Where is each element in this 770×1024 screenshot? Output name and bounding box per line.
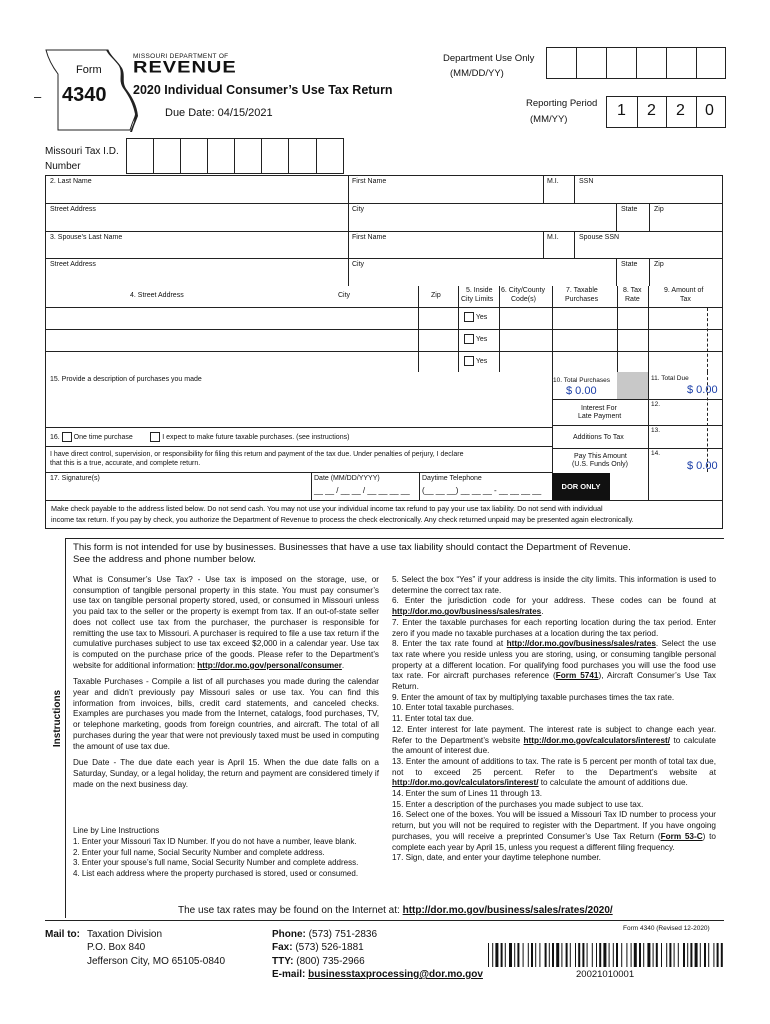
dept-use-boxes	[546, 47, 726, 79]
col-city-header: City	[338, 292, 351, 299]
col-rate-header-2: Rate	[625, 296, 640, 303]
col-rate-header: 8. Tax	[623, 287, 642, 294]
dor-only-badge: DOR ONLY	[552, 473, 610, 500]
form-word: Form	[76, 64, 102, 76]
tty-label: TTY:	[272, 956, 294, 967]
pay-label-2: (U.S. Funds Only)	[572, 461, 629, 468]
instr-16-text-2: ) to complete each year by April 15, unless you request a different filing frequency.	[392, 831, 716, 852]
spouse-last-name-label: 3. Spouse’s Last Name	[50, 234, 123, 241]
line14-value[interactable]: $ 0.00	[687, 460, 718, 472]
rates-2020-link[interactable]: http://dor.mo.gov/business/sales/rates/2020/	[402, 905, 613, 916]
instr-11: 11. Enter total tax due.	[392, 714, 474, 724]
interest-label: Interest For	[581, 405, 617, 412]
agency-logo: REVENUE	[133, 58, 237, 77]
checkbox-icon[interactable]	[464, 334, 474, 344]
interest-link[interactable]: http://dor.mo.gov/calculators/interest/	[523, 735, 671, 745]
email-link[interactable]: businesstaxprocessing@dor.mo.gov	[308, 969, 483, 980]
lbl-item-3: 3. Enter your spouse’s full name, Social Security Number and complete address.	[73, 858, 359, 868]
taxpayer-block	[45, 175, 723, 287]
city-2-label: City	[352, 261, 365, 268]
line11-value[interactable]: $ 0.00	[687, 384, 718, 396]
date-input[interactable]: __ __ / __ __ / __ __ __ __	[314, 486, 410, 495]
reporting-period-label: Reporting Period	[526, 98, 598, 109]
barcode-graphic	[488, 943, 724, 967]
col-inside-header-2: City Limits	[461, 296, 494, 303]
instr-6: 6. Enter the jurisdiction code for your address. These codes can be found at http://dor.mo.gov/business/sales/rates.	[392, 596, 716, 617]
phone-label: Daytime Telephone	[422, 475, 482, 482]
inside-city-yes-1[interactable]	[464, 312, 487, 322]
instr-8-text-3: ), Aircraft Consumer’s Use Tax Return.	[392, 671, 716, 692]
phone-input[interactable]: (__ __ __) __ __ __ - __ __ __ __	[422, 486, 542, 495]
form-title: 2020 Individual Consumer’s Use Tax Return	[133, 83, 393, 97]
payment-note-line-2: income tax return. If you pay by check, you authorize the Department of Revenue to process the check electronically. Any check returned unpaid may be presented again electronically.	[51, 515, 634, 524]
agency-small: MISSOURI DEPARTMENT OF	[133, 53, 229, 60]
rates-line	[178, 905, 613, 916]
revision-text: Form 4340 (Revised 12-2020)	[623, 925, 710, 932]
instructions-sidebar	[45, 538, 66, 918]
lbl-item-2: 2. Enter your full name, Social Security Number and complete address.	[73, 847, 325, 857]
lbl-item-1: 1. Enter your Missouri Tax ID Number. If you do not have a number, leave blank.	[73, 836, 357, 846]
mail-to-label: Mail to:	[45, 929, 80, 940]
line15-label: 15. Provide a description of purchases you made	[50, 376, 202, 383]
form-53c-link[interactable]: Form 53-C	[660, 831, 703, 841]
instr-13-text: 13. Enter the amount of additions to tax. The rate is 5 percent per month of total tax due, not to exceed 25 percent. Refer to the Department’s website at	[392, 756, 716, 777]
checkbox-icon[interactable]	[464, 312, 474, 322]
reporting-period-format: (MM/YY)	[530, 114, 568, 125]
tax-id-label-2: Number	[45, 161, 81, 172]
rates-link-2[interactable]: http://dor.mo.gov/business/sales/rates	[506, 639, 656, 649]
reporting-year-boxes	[666, 96, 726, 128]
instr-8	[392, 639, 716, 693]
phone-number: (573) 751-2836	[308, 929, 378, 940]
interest-link-2[interactable]: http://dor.mo.gov/calculators/interest/	[392, 778, 539, 788]
taxable-purchases-paragraph: Taxable Purchases - Compile a list of all purchases you made during the calendar year and didn’t previously pay Missouri sales or use tax. You can find this information from invoices, bills, credit card statements, and canceled checks. Examples are purchases you made from the Internet, catalogs, food purchases, TV, or telephone marketing, goods from foreign countries, and aircraft. The total of all purchases during the year that were not previously taxed must be used in computing the amount of use tax due.	[73, 677, 379, 751]
location-grid	[45, 286, 723, 373]
one-time-label: One time purchase	[73, 433, 133, 441]
perjury-text-2: that this is a true, accurate, and complete return.	[50, 460, 201, 467]
notice-line-2: See the address and phone number below.	[73, 554, 256, 565]
perjury-text: I have direct control, supervision, or responsibility for filing this return and payment of the tax due. Under penalties of perjury, I declare	[50, 451, 464, 458]
spouse-mi-label: M.I.	[547, 234, 559, 241]
due-date-paragraph: Due Date - The due date each year is April 15. When the due date falls on a Saturday, Sunday, or a legal holiday, the return and payment are considered timely if made on the next business day.	[73, 758, 379, 789]
instr-5: 5. Select the box “Yes” if your address is inside the city limits. This information is used to determine the correct tax rate.	[392, 575, 716, 595]
notice-line-1: This form is not intended for use by businesses. Businesses that have a use tax liability should contact the Department of Revenue.	[73, 542, 631, 553]
tax-id-label: Missouri Tax I.D.	[45, 146, 119, 157]
future-label: I expect to make future taxable purchases. (see instructions)	[162, 433, 350, 441]
form-5741-link[interactable]: Form 5741	[555, 671, 599, 681]
inside-city-yes-3[interactable]	[464, 356, 487, 366]
city-label: City	[352, 206, 365, 213]
address-line-1: Taxation Division	[87, 929, 163, 940]
tax-id-input[interactable]	[126, 138, 344, 174]
street-address-label: Street Address	[50, 206, 96, 213]
instructions-right-column	[392, 575, 716, 864]
ssn-label: SSN	[579, 178, 594, 185]
reporting-digit-2: 2	[647, 102, 656, 119]
instr-6-text: 6. Enter the jurisdiction code for your address. These codes can be found at	[392, 596, 716, 606]
line16-num: 16.	[50, 433, 60, 441]
col-taxable-header-2: Purchases	[565, 296, 599, 303]
line-by-line-list	[73, 826, 383, 880]
tty-number: (800) 735-2966	[296, 956, 365, 967]
address-line-2: P.O. Box 840	[87, 942, 146, 953]
line10-label: 10. Total Purchases	[553, 377, 610, 384]
state-2-label: State	[621, 261, 638, 268]
barcode-number: 20021010001	[576, 969, 635, 980]
tty-line	[272, 956, 365, 967]
rates-text: The use tax rates may be found on the Internet at:	[178, 905, 403, 916]
col-code-header-2: Code(s)	[511, 296, 536, 303]
fax-label: Fax:	[272, 942, 293, 953]
reporting-month-boxes	[606, 96, 668, 128]
reporting-digit-3: 2	[676, 102, 685, 119]
additions-label: Additions To Tax	[573, 434, 624, 441]
line13-num: 13.	[651, 427, 661, 434]
yes-label: Yes	[475, 357, 488, 365]
reporting-digit-4: 0	[705, 102, 714, 119]
col-zip-header: Zip	[431, 292, 441, 299]
col-amount-header: 9. Amount of	[664, 287, 704, 294]
line12-num: 12.	[651, 401, 661, 408]
fax-number: (573) 526-1881	[295, 942, 364, 953]
decimal-guide-2	[707, 372, 708, 472]
zip-label: Zip	[654, 206, 664, 213]
line11-label: 11. Total Due	[651, 375, 689, 382]
form-number: 4340	[62, 84, 107, 106]
instr-12-text: 12. Enter interest for late payment. The interest rate is subject to change each year. Refer to the Department’s website	[392, 724, 716, 745]
spouse-first-name-label: First Name	[352, 234, 387, 241]
instr-13-text-2: to calculate the amount of additions due.	[538, 778, 688, 788]
instr-13	[392, 757, 716, 789]
dept-use-format: (MM/DD/YY)	[450, 68, 504, 79]
instr-8-text: 8. Enter the tax rate found at	[392, 639, 507, 649]
instr-16-text: 16. Select one of the boxes. You will be issued a Missouri Tax ID number to process your return, but you will not be required to register with the Department. If you have ongoing purchases, you will receive a preprinted Consumer’s Use Tax Return (	[392, 810, 716, 841]
spouse-ssn-label: Spouse SSN	[579, 234, 620, 241]
dept-use-only-label: Department Use Only	[443, 53, 535, 64]
zip-2-label: Zip	[654, 261, 664, 268]
fax-line	[272, 942, 364, 953]
line14-num: 14.	[651, 450, 661, 457]
line10-value[interactable]: $ 0.00	[566, 385, 597, 397]
date-label: Date (MM/DD/YYYY)	[314, 475, 380, 482]
first-name-label: First Name	[352, 178, 387, 185]
instr-9: 9. Enter the amount of tax by multiplying taxable purchases times the tax rate.	[392, 692, 675, 702]
instructions-side-label: Instructions	[52, 689, 64, 748]
instr-12-text-2: to calculate the amount of interest due.	[392, 735, 716, 756]
instr-17: 17. Sign, date, and enter your daytime telephone number.	[392, 853, 601, 863]
instr-10: 10. Enter total taxable purchases.	[392, 703, 514, 713]
signature-label: 17. Signature(s)	[50, 475, 100, 482]
col-amount-header-2: Tax	[680, 296, 691, 303]
phone-label: Phone:	[272, 929, 306, 940]
future-checkbox[interactable]	[150, 432, 160, 442]
instr-7: 7. Enter the taxable purchases for each reporting location during the tax period. Enter zero if you made no taxable purchases at a location during the tax period.	[392, 617, 716, 638]
instr-16	[392, 810, 716, 853]
divider	[45, 920, 724, 921]
yes-label: Yes	[475, 313, 488, 321]
phone-line	[272, 929, 377, 940]
instructions-left-column: What is Consumer’s Use Tax? - Use tax is imposed on the storage, use, or consumption of tangible personal property in this state. You must pay consumer’s use tax on tangible personal property stored, used, or consumed in Missouri unless you paid tax to the seller or the property is exempt from tax. If an out-of-state seller does not collect use tax from the purchaser, the purchaser is responsible for remitting the use tax to Missouri. A purchaser is required to file a use tax return if the cumulative purchases subject to use tax exceed $2,000 in a calendar year. Use tax is computed on the purchase price of the goods. Please refer to the Department’s website for additional information: http://dor.mo.gov/personal/consumer. Taxable Purchases - Compile a list of all purchases you made during the calendar year and didn’t previously pay Missouri sales or use tax. You can find this information from invoices, bills, credit card statements, and canceled checks. Examples are purchases you made from the Internet, catalogs, food purchases, TV, or telephone marketing, goods from foreign countries, and aircraft. The total of all purchases during the year that were not previously taxed must be used in computing the amount of use tax due. Due Date - The due date each year is April 15. When the due date falls on a Saturday, Sunday, or a legal holiday, the return and payment are considered timely if made on the next business day.	[73, 575, 379, 789]
totals-block	[45, 372, 723, 501]
payment-note-line-1: Make check payable to the address listed below. Do not send cash. You may not use your individual income tax refund to pay your use tax liability. Do not send with individual	[51, 504, 603, 513]
payment-note	[45, 501, 723, 529]
instr-12	[392, 725, 716, 757]
dash-mark: –	[34, 89, 42, 104]
instr-8-text-2: . Select the use tax rate where you reside unless you are storing, using, or consuming tangible personal property at a different location. For qualifying food purchases you will use the food use tax rate. For aircraft purchases reference (	[392, 639, 716, 681]
use-tax-explanation: What is Consumer’s Use Tax? - Use tax is imposed on the storage, use, or consumption of tangible personal property in this state. You must pay consumer’s use tax on tangible personal property stored, used, or consumed in Missouri unless you paid tax to the seller or the property is exempt from tax. If an out-of-state seller does not collect use tax from the purchaser, the purchaser is responsible for remitting the use tax to Missouri. A purchaser is required to file a use tax return if the cumulative purchases subject to use tax exceed $2,000 in a calendar year. Use tax is computed on the purchase price of the goods. Please refer to the Department’s website for additional information:	[73, 575, 379, 670]
lbl-item-4: 4. List each address where the property purchased is stored, used or consumed.	[73, 869, 359, 879]
email-label: E-mail:	[272, 969, 306, 980]
instr-15: 15. Enter a description of the purchases you made subject to use tax.	[392, 799, 644, 809]
col-street-header: 4. Street Address	[130, 292, 184, 299]
barcode-icon	[488, 943, 724, 967]
state-label: State	[621, 206, 638, 213]
col-code-header: 6. City/County	[501, 287, 545, 294]
instr-14: 14. Enter the sum of Lines 11 through 13.	[392, 789, 543, 799]
shaded-cell	[617, 372, 648, 399]
mi-label: M.I.	[547, 178, 559, 185]
street-address-2-label: Street Address	[50, 261, 96, 268]
checkbox-icon[interactable]	[464, 356, 474, 366]
line-by-line-heading: Line by Line Instructions	[73, 826, 160, 835]
col-inside-header: 5. Inside	[466, 287, 493, 294]
rates-link[interactable]: http://dor.mo.gov/business/sales/rates	[392, 607, 542, 617]
col-taxable-header: 7. Taxable	[566, 287, 598, 294]
inside-city-yes-2[interactable]	[464, 334, 487, 344]
line16-row	[50, 432, 349, 442]
due-date: Due Date: 04/15/2021	[165, 107, 273, 119]
pay-label: Pay This Amount	[574, 453, 627, 460]
yes-label: Yes	[475, 335, 488, 343]
email-line	[272, 969, 483, 980]
address-line-3: Jefferson City, MO 65105-0840	[87, 956, 226, 967]
one-time-checkbox[interactable]	[62, 432, 72, 442]
interest-label-2: Late Payment	[578, 413, 622, 420]
consumer-link[interactable]: http://dor.mo.gov/personal/consumer	[197, 660, 342, 670]
decimal-guide	[707, 308, 708, 372]
reporting-digit-1: 1	[617, 102, 626, 119]
last-name-label: 2. Last Name	[50, 178, 92, 185]
